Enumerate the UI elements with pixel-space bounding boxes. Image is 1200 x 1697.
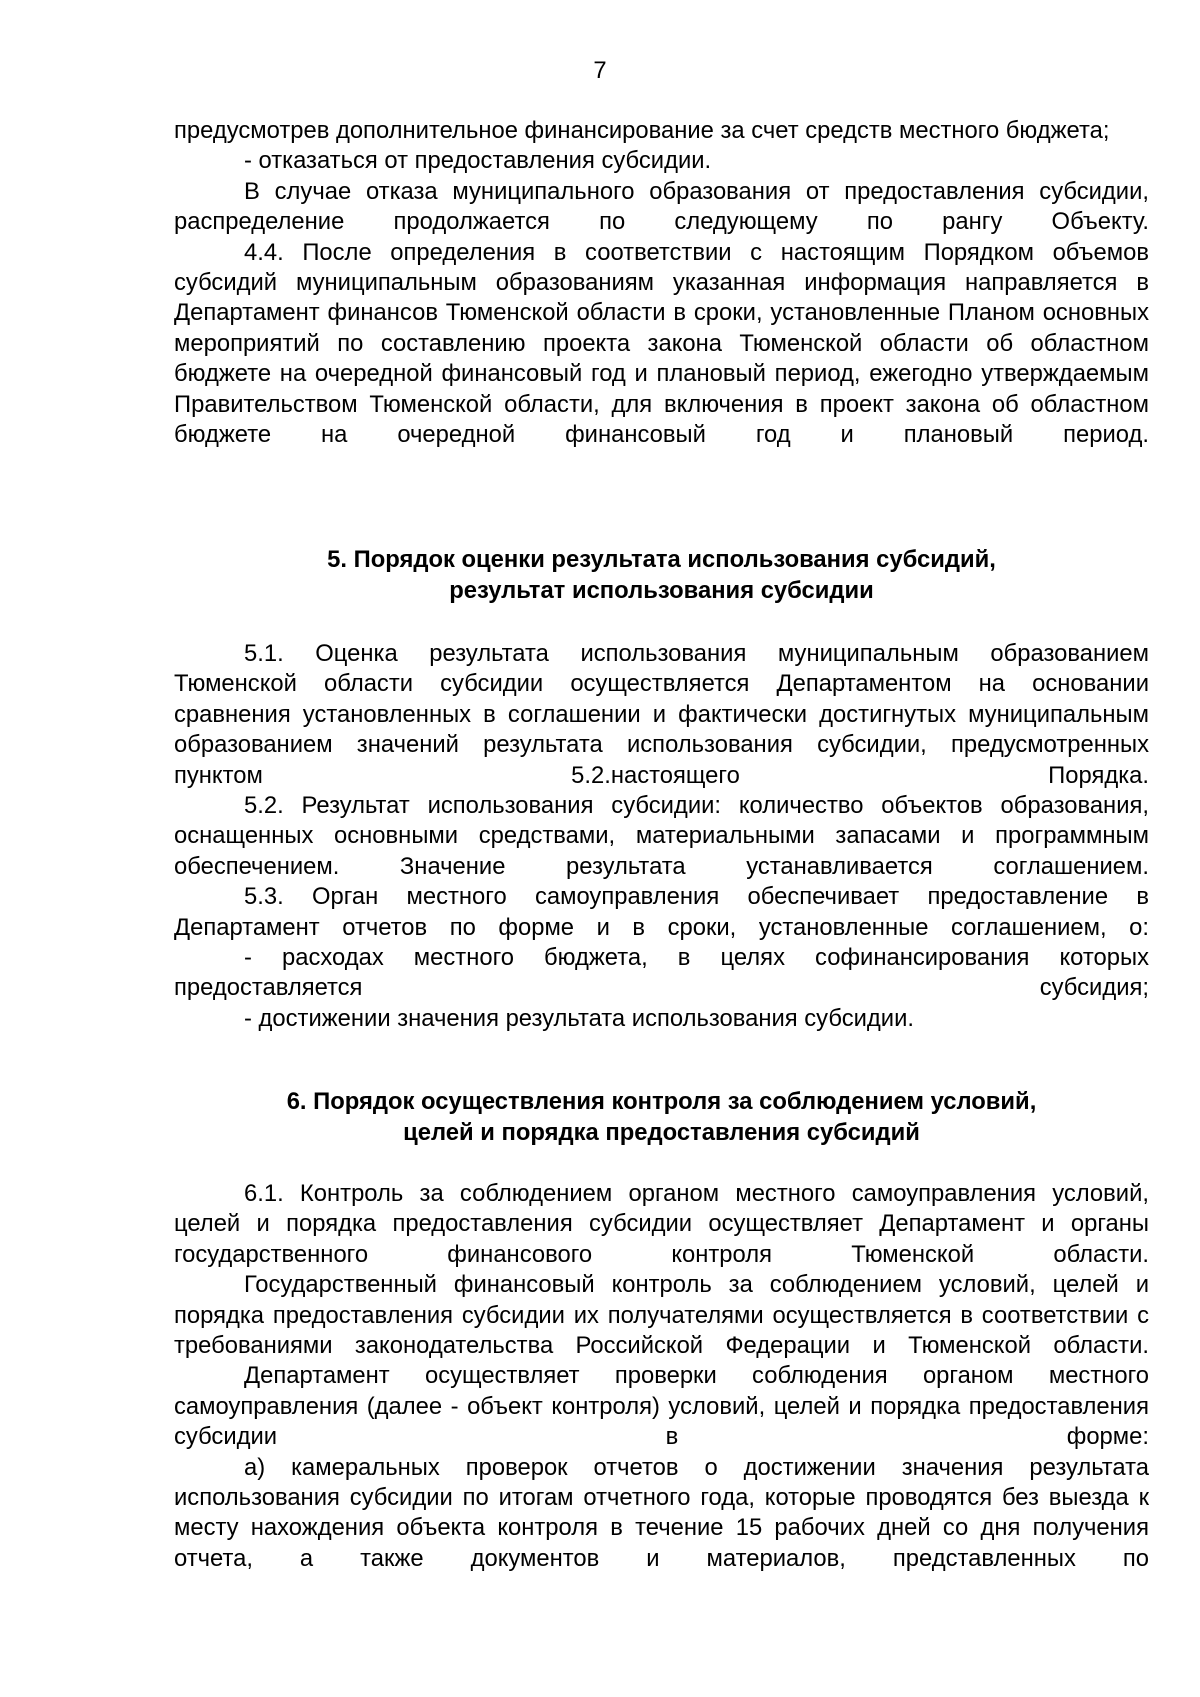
text-block-section6	[174, 1179, 1149, 1574]
paragraph-budget-funding: предусмотрев дополнительное финансирование за счет средств местного бюджета;	[174, 117, 1110, 144]
paragraph-department-checks: Департамент осуществляет проверки соблюдения органом местного самоуправления (далее - объект контроля) условий, целей и порядка предоставления субсидии в форме:	[174, 1362, 1149, 1451]
text-block-section4	[174, 116, 1149, 450]
paragraph-5-2: 5.2. Результат использования субсидии: количество объектов образования, оснащенных основными средствами, материальными запасами и программным обеспечением. Значение результата устанавливается соглашением.	[174, 792, 1149, 880]
page-number: 7	[593, 57, 607, 84]
paragraph-result-item: - достижении значения результата использования субсидии.	[244, 1004, 914, 1032]
paragraph-5-3: 5.3. Орган местного самоуправления обеспечивает предоставление в Департамент отчетов по форме и в сроки, установленные соглашением, о:	[174, 883, 1149, 941]
section-6-title-line2: целей и порядка предоставления субсидий	[403, 1119, 920, 1146]
text-block-section5	[174, 639, 1149, 1034]
section-6-title-line1: 6. Порядок осуществления контроля за соблюдением условий,	[286, 1088, 1037, 1115]
paragraph-6-1: 6.1. Контроль за соблюдением органом местного самоуправления условий, целей и порядка предоставления субсидии осуществляет Департамент и органы государственного финансового контроля Тюменской области.	[174, 1180, 1149, 1268]
paragraph-refuse-subsidy: - отказаться от предоставления субсидии.	[244, 147, 712, 175]
paragraph-5-1: 5.1. Оценка результата использования муниципальным образованием Тюменской области субсидии осуществляется Департаментом на основании сравнения установленных в соглашении и фактически достигнутых муниципальным образованием значений результата использования субсидии, предусмотренных пунктом 5.2.настоящего Порядка.	[174, 640, 1149, 789]
paragraph-state-financial-control: Государственный финансовый контроль за соблюдением условий, целей и порядка предоставления субсидии их получателями осуществляется в соответствии с требованиями законодательства Российской Федерации и Тюменской области.	[174, 1271, 1149, 1360]
paragraph-4-4: 4.4. После определения в соответствии с настоящим Порядком объемов субсидий муниципальным образованиям указанная информация направляется в Департамент финансов Тюменской области в сроки, установленные Планом основных мероприятий по составлению проекта закона Тюменской области об областном бюджете на очередной финансовый год и плановый период, ежегодно утверждаемым Правительством Тюменской области, для включения в проект закона об областном бюджете на очередной финансовый год и плановый период.	[174, 238, 1149, 449]
section-5-title-line2: результат использования субсидии	[449, 577, 874, 604]
section-5-title-line1: 5. Порядок оценки результата использования субсидий,	[327, 546, 996, 573]
section-6-heading	[174, 1086, 1149, 1148]
paragraph-expenses-item: - расходах местного бюджета, в целях софинансирования которых предоставляется субсидия;	[174, 944, 1149, 1002]
paragraph-desk-audits: а) камеральных проверок отчетов о достижении значения результата использования субсидии по итогам отчетного года, которые проводятся без выезда к месту нахождения объекта контроля в течение 15 рабочих дней со дня получения отчета, а также документов и материалов, представленных по	[174, 1453, 1149, 1572]
section-5-heading	[174, 544, 1149, 606]
paragraph-refusal-distribution: В случае отказа муниципального образования от предоставления субсидии, распределение продолжается по следующему по рангу Объекту.	[174, 177, 1149, 236]
